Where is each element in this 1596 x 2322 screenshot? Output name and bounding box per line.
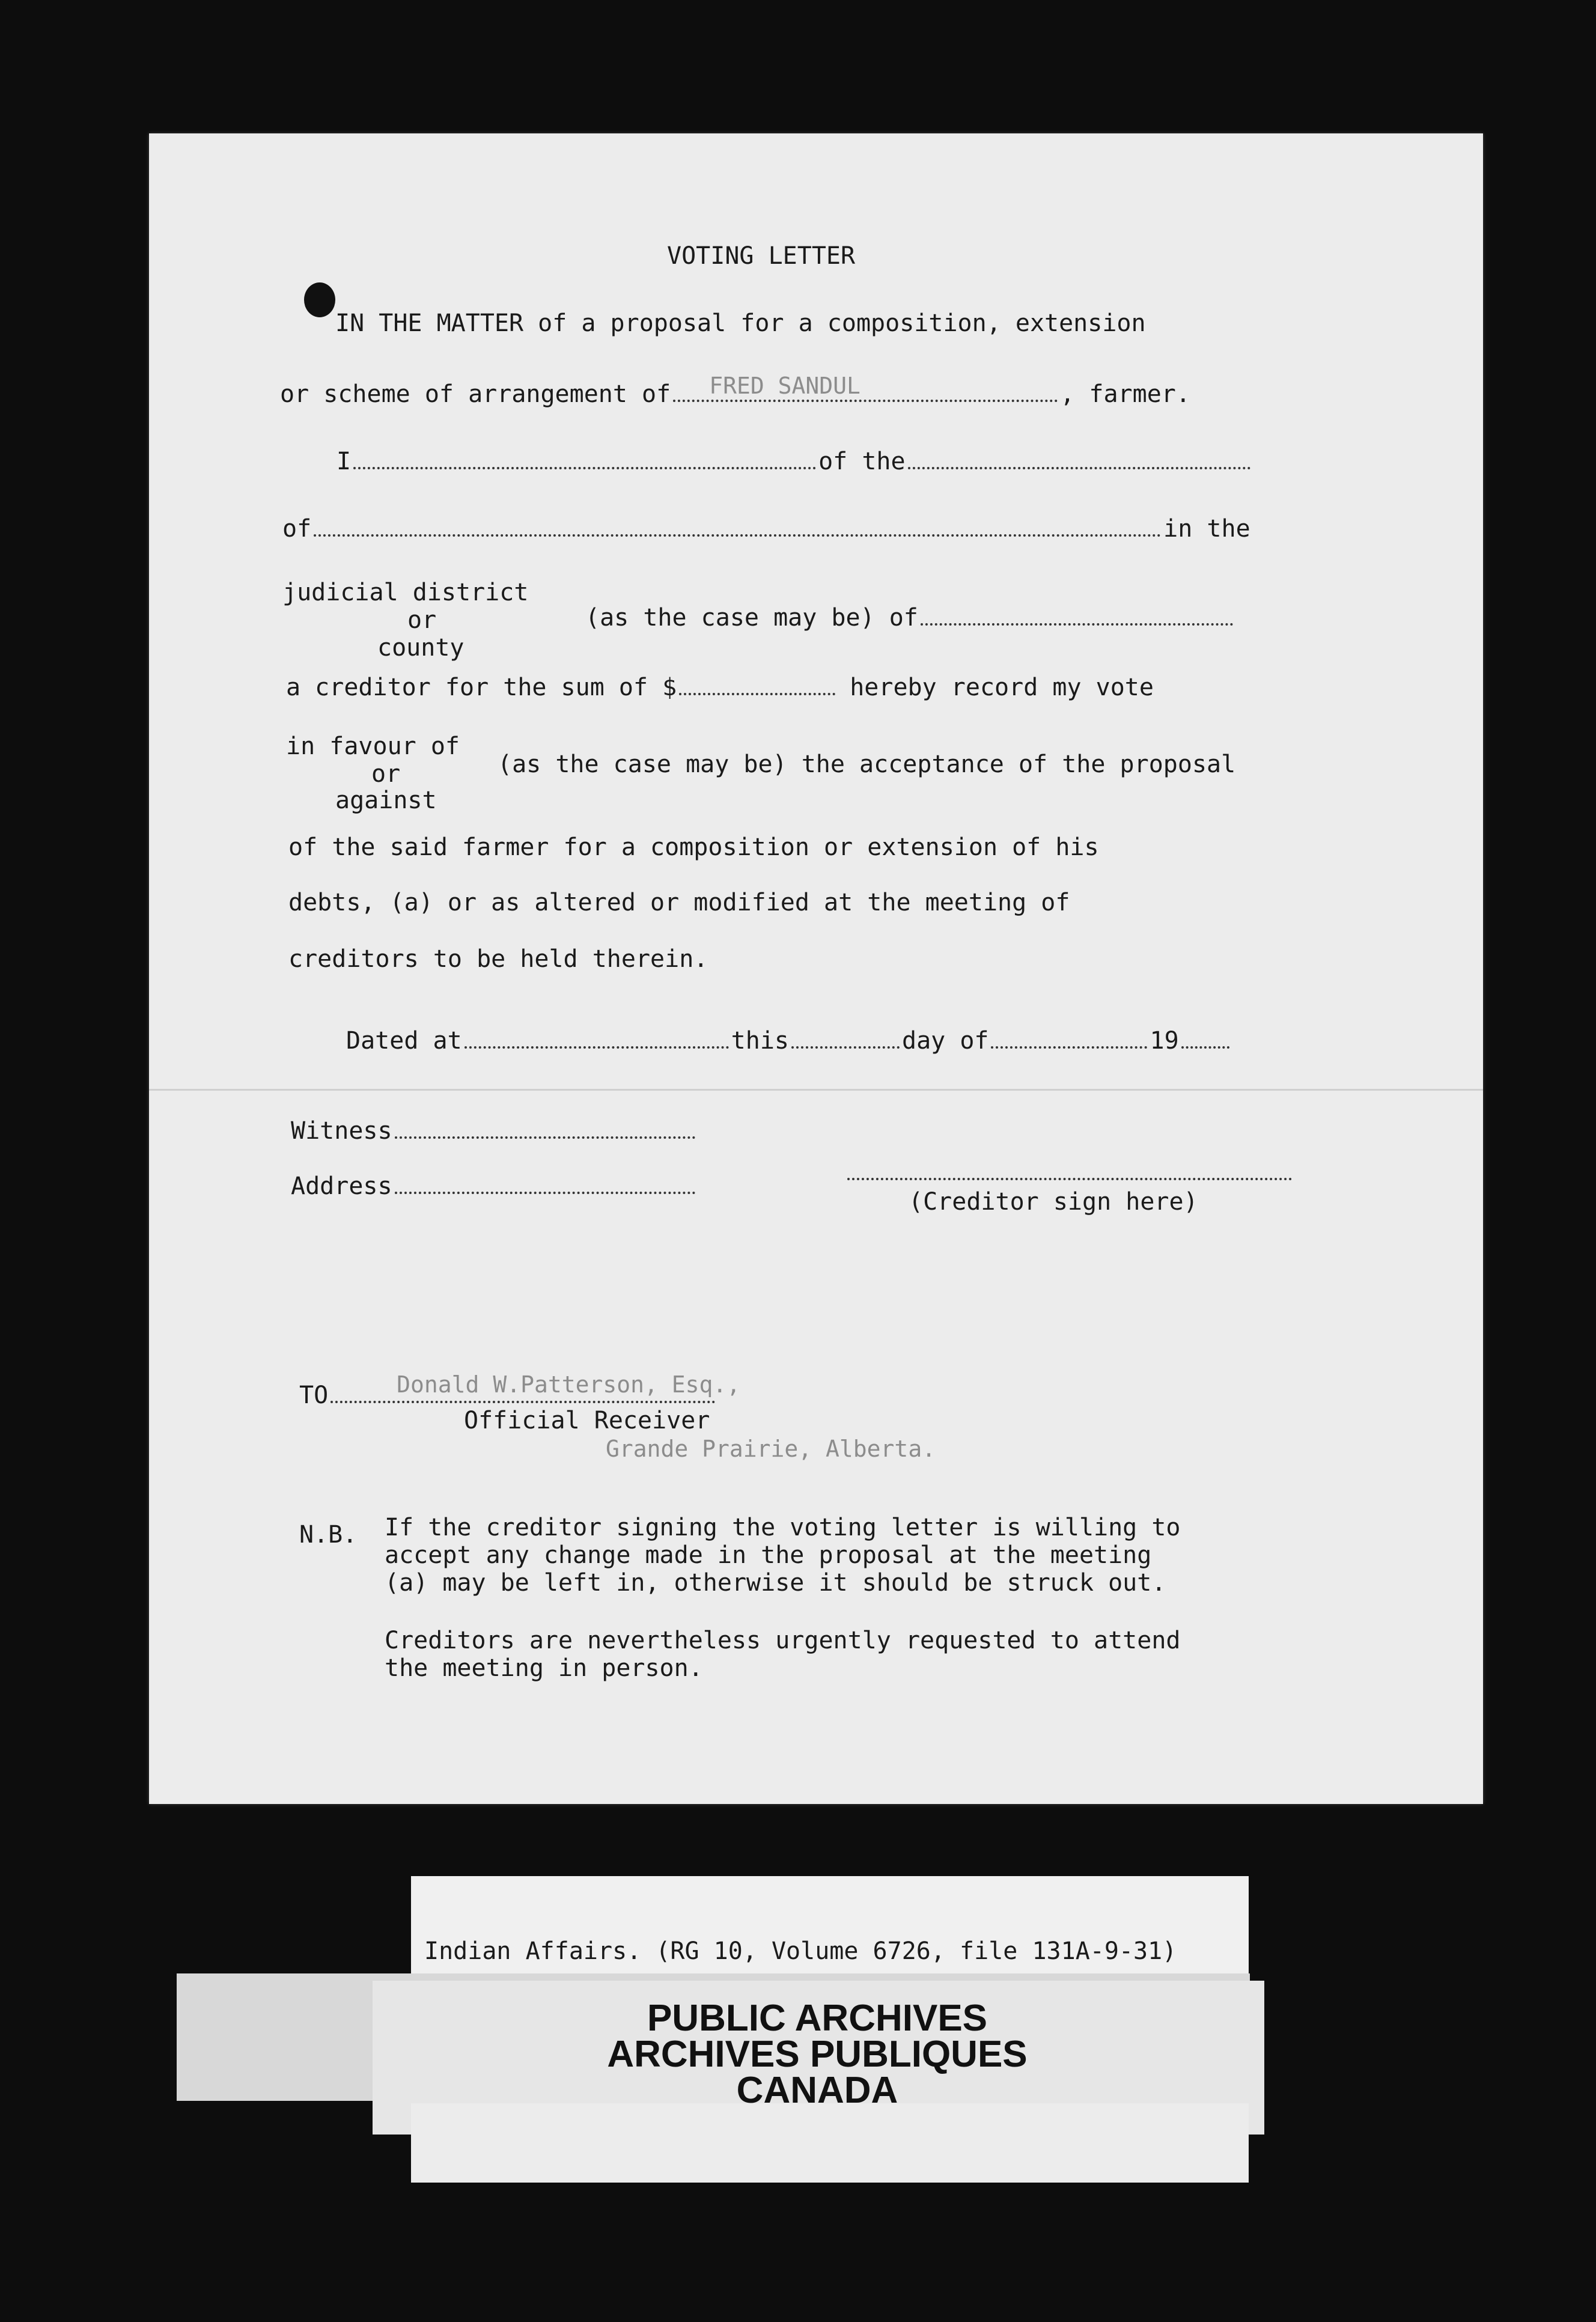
line-witness: Witness bbox=[291, 1119, 698, 1143]
stamp-line-1: PUBLIC ARCHIVES bbox=[647, 1997, 988, 2039]
line-scheme: or scheme of arrangement of FRED SANDUL , farmer. bbox=[280, 373, 1190, 408]
official-receiver: Official Receiver bbox=[464, 1407, 710, 1434]
line-creditors-held: creditors to be held therein. bbox=[288, 945, 708, 973]
line-of-in-the: of in the bbox=[282, 515, 1250, 543]
creditor-sign-here: (Creditor sign here) bbox=[909, 1188, 1198, 1216]
nb-label: N.B. bbox=[299, 1521, 358, 1549]
line-address: Address bbox=[291, 1174, 698, 1198]
creditor-signature-line bbox=[847, 1178, 1292, 1180]
voting-letter-sheet bbox=[149, 133, 1483, 1804]
archive-reference: Indian Affairs. (RG 10, Volume 6726, file 131A-9-31) bbox=[424, 1937, 1177, 1965]
receiver-name: Donald W.Patterson, Esq., bbox=[397, 1371, 741, 1398]
against: against bbox=[335, 787, 437, 814]
line-dated-at: Dated at this day of 19 bbox=[346, 1029, 1232, 1053]
nb-line-4: Creditors are nevertheless urgently requested to attend bbox=[385, 1627, 1181, 1654]
nb-line-2: accept any change made in the proposal at the meeting bbox=[385, 1541, 1152, 1569]
line-in-the-matter: IN THE MATTER of a proposal for a composition, extension bbox=[335, 309, 1146, 337]
county: county bbox=[377, 634, 464, 662]
line-as-case-1: (as the case may be) of bbox=[585, 606, 1235, 630]
nb-line-1: If the creditor signing the voting letter is willing to bbox=[385, 1514, 1181, 1541]
or-2: or bbox=[371, 760, 401, 788]
debtor-name: FRED SANDUL bbox=[709, 373, 860, 399]
in-favour-of: in favour of bbox=[286, 733, 460, 760]
stamp-line-2: ARCHIVES PUBLIQUES bbox=[607, 2034, 1028, 2075]
stamp-line-3: CANADA bbox=[736, 2070, 898, 2111]
receiver-location: Grande Prairie, Alberta. bbox=[606, 1436, 936, 1462]
line-to: TO Donald W.Patterson, Esq., bbox=[299, 1371, 741, 1409]
form-title: VOTING LETTER bbox=[667, 242, 856, 270]
fold-line bbox=[149, 1089, 1483, 1091]
or-1: or bbox=[407, 606, 437, 634]
ink-blot bbox=[304, 282, 335, 317]
line-as-case-2: (as the case may be) the acceptance of the proposal bbox=[498, 751, 1236, 778]
nb-line-5: the meeting in person. bbox=[385, 1654, 703, 1682]
line-i-of-the: I of the bbox=[337, 449, 1253, 474]
line-said-farmer: of the said farmer for a composition or extension of his bbox=[288, 833, 1099, 861]
nb-line-3: (a) may be left in, otherwise it should be struck out. bbox=[385, 1569, 1166, 1597]
line-debts: debts, (a) or as altered or modified at the meeting of bbox=[288, 889, 1070, 916]
judicial-district: judicial district bbox=[282, 579, 529, 606]
line-creditor-sum: a creditor for the sum of $ hereby record my vote bbox=[286, 674, 1154, 701]
archive-stamp bbox=[373, 1995, 1262, 2127]
